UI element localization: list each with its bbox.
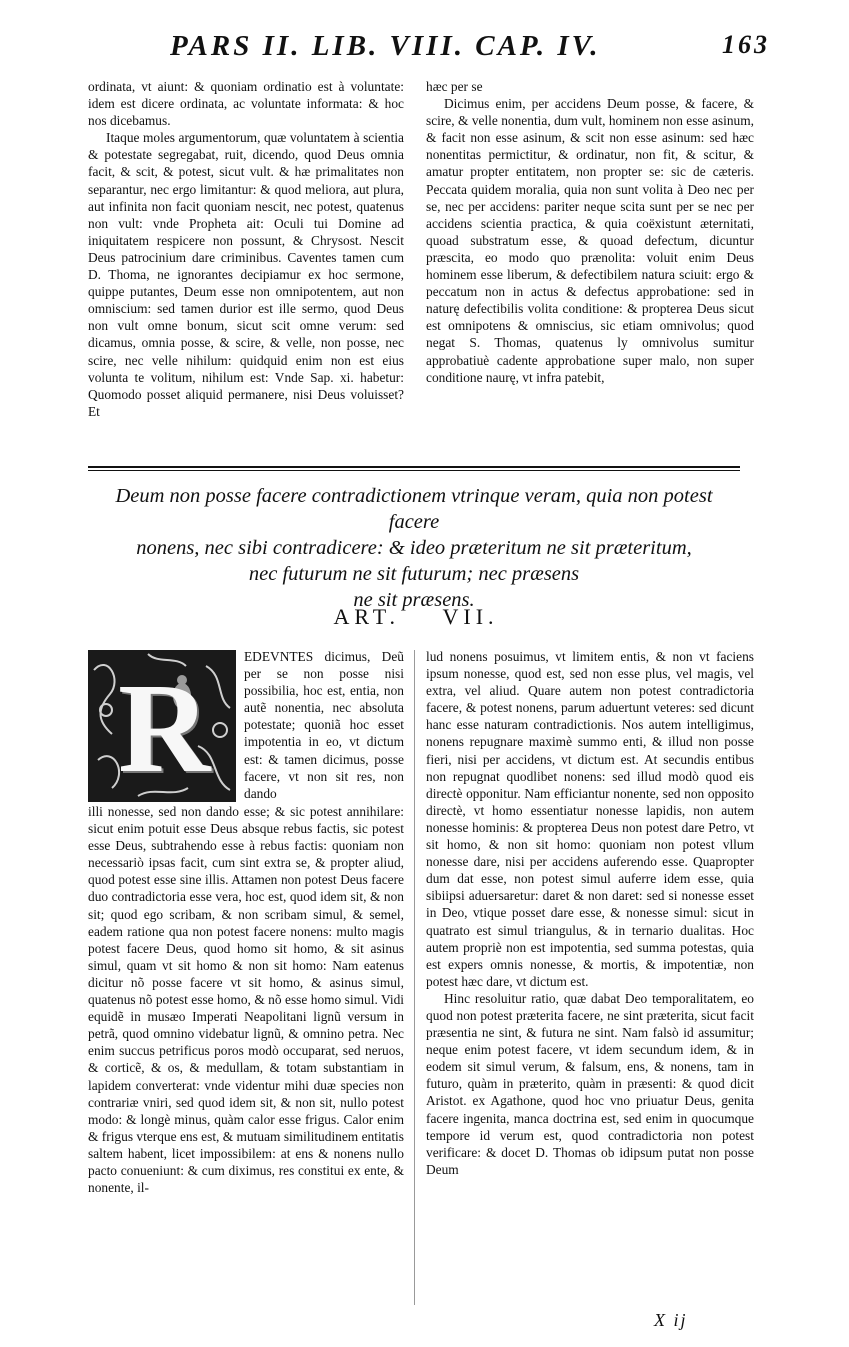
column-divider [414, 650, 415, 1305]
signature-mark: X ij [654, 1310, 688, 1330]
decorated-initial [88, 650, 236, 802]
section-title [88, 483, 740, 613]
paragraph: lud nonens posuimus, vt limitem entis, & non vt faciens ipsum nonesse, quod est, sed non esse plus, vel magis, vel extra, vel aliud. Quare autem non potest contradictoria facere, & potest nonens, parum aduertunt veteres: sed dicunt hanc esse naturam contradictionis. Nos autem intelligimus, nonens repugnare maximè summo enti, & illud non posse fieri, nisi per accidens, vt dictum est. At secundis entibus non repugnat quodlibet nonens: sed illud modò quod eis directè opponitur. Nam efficiantur nonente, sed non opposito directè, vt homo essentiatur nonesse lapidis, non autem nonesse hominis: & propterea Deus non potest dare Petro, vt sit homo, & non sit homo: quoniam non potest vllum nonesse dare, nisi per accidens auferendo esse. Quapropter dum dat esse, non potest simul auferre idem esse, quia sibiipsi aduersaretur: daret & non daret: sed si nonesse esset in Deo, vtique posset dare esse, & nonesse simul: sicut in quatrato est simul triangulus, & in ternario dualitas. Hoc autem propriè non est impotentia, sed summa potestas, quia est expers omnis nonesse, & mortis, & impotentiæ, non potest hæc dare, vt dictum est. [426, 649, 754, 989]
top-left-column [88, 78, 404, 420]
page-number: 163 [722, 30, 770, 59]
running-head-title: PARS II. LIB. VIII. CAP. IV. [170, 30, 601, 62]
paragraph: Dicimus enim, per accidens Deum posse, & facere, & scire, & velle nonentia, dum vult, hominem non esse asinum, & facit non esse asinum, & scit non esse asinum: sed hæc nonentitas permictitur, & ordinatur, non fit, & scitur, & amatur propter entitatem, non propter se: sic de cæteris. Peccata quidem moralia, quia non sunt volita à Deo nec per se, nec per accidens: pariter neque scita sunt per se nec per accidens scientia practica, & quia coëxistunt æternitati, quoad substratum esse, & quoad defectum, dicuntur præscita, eo modo quo prænolita: voluit enim Deus hominem esse liberum, & defectibilem natura sciuit: ergo & peccatum non in actus & defectus approbatione: sed in naturę defectibilis volita conditione: & propterea Deus sicut est omnipotens & omniscius, sic etiam omnivolus; quod negat S. Thomas, quatenus ly omnivolus sumitur approbatiuè cadente approbatione super malo, non super conditione naurę, vt infra patebit, [426, 96, 754, 385]
article-number: VII. [442, 604, 499, 629]
section-title-line: nonens, nec sibi contradicere: & ideo præteritum ne sit præteritum, [136, 537, 692, 559]
paragraph: hæc per se [426, 79, 483, 94]
top-right-column [426, 78, 754, 386]
section-title-line: ne sit præsens. [353, 589, 475, 611]
paragraph: illi nonesse, sed non dando esse; & sic potest annihilare: sicut enim potuit esse Deus absque rebus factis, sic potest esse Deus, subtrahendo esse à rebus factis: quoniam non necessariò ipsas facit, cum sint extra se, & propter aliud, quod potest esse sine illis. Attamen non potest Deus facere duo contradictoria esse vera, hoc est, quod idem sit, & non sit; quod ego scribam, & non scribam simul, & semel, eadem ratione qua non potest facere nonens: multo magis potest facere Deus, quod homo sit homo, & sit asinus simul, quam vt sit homo & non sit homo: Nam eatenus dicitur nõ posse facere vt sit homo, & asinus simul, quatenus nõ potest esse homo, & nõ esse homo simul. Vidi equidẽ in musæo Imperati Neapolitani lignũ versum in petrã, quod omnino videbatur lignũ, & omnino petra. Nec enim succus petrificus poros modò occuparat, sed neruos, & corticẽ, & os, & medullam, & totam substantiam in lapidem converterat: vnde videntur mihi duæ species non contrariæ vniri, sed quod idem sit, & non sit, nullo potest modo: & longè minus, quàm calor esse frigus. Calor enim & frigus vterque ens est, & mutuam similitudinem entitatis saltem habent, licet impossibilem: at ens & nonens nullo pacto conueniunt: & cum diximus, res constitui ex ente, & nonente, il- [88, 804, 404, 1196]
section-title-line: nec futurum ne sit futurum; nec præsens [248, 563, 580, 585]
paragraph: ordinata, vt aiunt: & quoniam ordinatio est à voluntate: idem est dicere ordinata, ac voluntate informata: & hoc nos dicebamus. [88, 79, 404, 129]
bottom-right-column [426, 648, 754, 1178]
section-rule [88, 466, 740, 468]
article-label: ART. [333, 604, 400, 629]
bottom-left-column [88, 803, 404, 1196]
paragraph: Itaque moles argumentorum, quæ voluntatem à scientia & potestate segregabat, ruit, dicendo, quod Deus omnia facit, & scit, & potest, sicut vult. & hæ primalitates non separantur, nec ergo limitantur: & quod meliora, aut plura, aut infinita non facit quoniam nescit, nec potest, quatenus non vult: vnde Propheta ait: Oculi tui Domine ad iniquitatem respicere non possunt, & Chrysost. Nescit Deus patrocinium dare criminibus. Caventes tamen cum D. Thoma, ne ignorantes decipiamur ex hoc sermone, quippe putantes, Deum esse non omnipotentem, aut non omniscium: sed tamen durior est ille sermo, quod Deus non vult omne bonum, sicut scit omne verum: sed dicamus, omnia posse, & scire, & velle, non posse, nec scire, nec velle nihilum: quidquid enim non est eius volunta te volitum, nihilum est: Vnde Sap. xi. habetur: Quomodo posset aliquid permanere, nisi Deus voluisset? Et [88, 130, 404, 419]
running-head [170, 30, 770, 76]
paragraph: EDEVNTES dicimus, Deũ per se non posse nisi possibilia, hoc est, entia, non autẽ nonentia, nec absoluta potestate; quoniã hoc esset impotentia in eo, vt dictum est: & tamen dicimus, posse facere, vt non sit res, non dando [244, 649, 404, 801]
section-title-line: Deum non posse facere contradictionem vtrinque veram, quia non potest facere [115, 485, 713, 533]
initial-letter: R [118, 657, 211, 799]
article-heading [90, 604, 742, 630]
text-beside-initial [244, 648, 404, 802]
section-rule-thin [88, 470, 740, 471]
paragraph: Hinc resoluitur ratio, quæ dabat Deo temporalitatem, eo quod non potest præterita facere, ne sint præterita, sicut facit præsentia ne sint, & futura ne sint. Nam falsò id assumitur; neque enim potest facere, vt idem secundum idem, & in eodem sit simul verum, & falsum, ens, & nonens, tam in futuro, quàm in præterito, quàm in præsenti: & quod dicit Aristot. ex Agathone, quod hoc vno priuatur Deus, genita facere ingenita, manca doctrina est, sed enim in quocumque tempore id verum est, quod contradictoria non potest verificare: & docet D. Thomas ob idipsum putat non posse Deum [426, 990, 754, 1177]
